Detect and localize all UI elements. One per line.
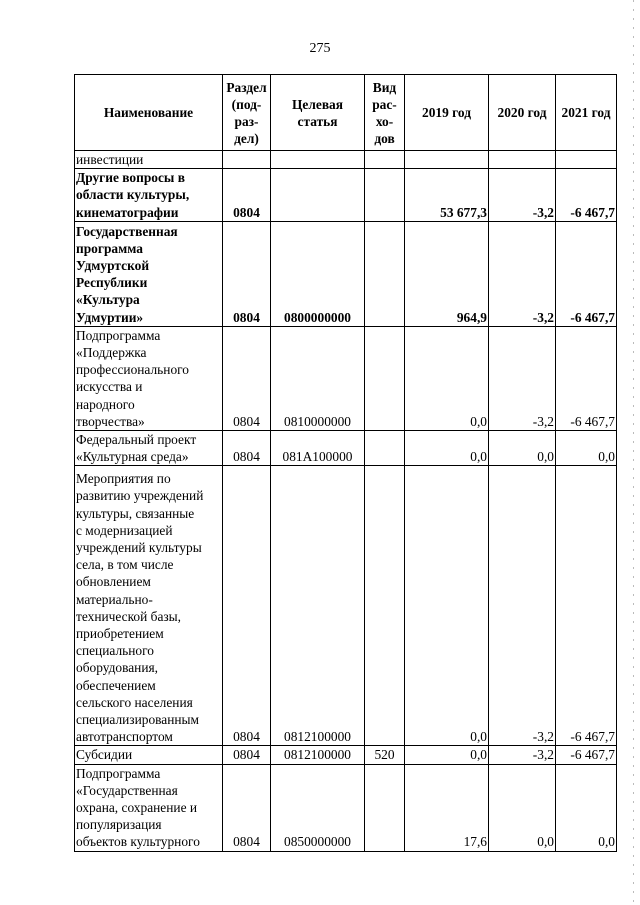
header-row xyxy=(75,75,617,151)
cell-name-line: искусства и xyxy=(76,379,143,395)
cell-name-line: объектов культурного xyxy=(76,834,200,850)
header-article xyxy=(271,75,365,151)
cell-y2020: -3,2 xyxy=(489,221,556,326)
header-section-line: Раздел xyxy=(226,79,267,95)
budget-table xyxy=(74,74,617,852)
cell-name-line: творчества» xyxy=(76,413,145,429)
cell-article: 0812100000 xyxy=(271,746,365,764)
cell-y2020: -3,2 xyxy=(489,746,556,764)
header-type-line: хо- xyxy=(375,113,394,129)
table-row xyxy=(75,431,617,466)
cell-y2020: -3,2 xyxy=(489,169,556,222)
cell-article xyxy=(271,151,365,169)
cell-name xyxy=(75,746,223,764)
cell-name-line: «Поддержка xyxy=(76,345,147,361)
header-article-line: Целевая xyxy=(292,96,343,112)
cell-name-line: кинематографии xyxy=(76,204,179,220)
cell-name-line: сельского населения xyxy=(76,694,193,710)
header-2020: 2020 год xyxy=(489,75,556,151)
cell-type: 520 xyxy=(365,746,405,764)
cell-name-line: специального xyxy=(76,643,154,659)
cell-name-line: Федеральный проект xyxy=(76,432,197,448)
cell-section: 0804 xyxy=(223,431,271,466)
cell-name xyxy=(75,764,223,851)
cell-name-line: приобретением xyxy=(76,626,164,642)
cell-name-line: профессионального xyxy=(76,362,189,378)
table-row xyxy=(75,169,617,222)
cell-name-line: обновлением xyxy=(76,574,151,590)
cell-name-line: села, в том числе xyxy=(76,557,174,573)
scan-edge-artifact xyxy=(633,0,634,905)
cell-name-line: народного xyxy=(76,396,135,412)
cell-y2020: 0,0 xyxy=(489,764,556,851)
cell-y2021: -6 467,7 xyxy=(556,326,617,430)
cell-name xyxy=(75,169,223,222)
table-row xyxy=(75,221,617,326)
cell-name xyxy=(75,151,223,169)
cell-type xyxy=(365,169,405,222)
cell-name-line: охрана, сохранение и xyxy=(76,800,198,816)
cell-y2019: 0,0 xyxy=(405,431,489,466)
cell-name xyxy=(75,431,223,466)
cell-section: 0804 xyxy=(223,466,271,746)
cell-name-line: Республики xyxy=(76,275,148,291)
cell-article: 0850000000 xyxy=(271,764,365,851)
cell-name-line: Субсидии xyxy=(76,747,133,763)
cell-name-line: Подпрограмма xyxy=(76,327,161,343)
cell-y2021: 0,0 xyxy=(556,764,617,851)
cell-name-line: Мероприятия по xyxy=(76,471,171,487)
table-row xyxy=(75,151,617,169)
cell-y2021: -6 467,7 xyxy=(556,746,617,764)
table-row xyxy=(75,764,617,851)
table-row xyxy=(75,326,617,430)
cell-y2020: 0,0 xyxy=(489,431,556,466)
cell-article: 0800000000 xyxy=(271,221,365,326)
cell-name-line: Удмуртской xyxy=(76,258,150,273)
cell-name-line: с модернизацией xyxy=(76,522,173,538)
cell-y2019: 0,0 xyxy=(405,466,489,746)
cell-section: 0804 xyxy=(223,169,271,222)
cell-name xyxy=(75,326,223,430)
cell-name-line: развитию учреждений xyxy=(76,488,204,504)
cell-article: 081A100000 xyxy=(271,431,365,466)
cell-type xyxy=(365,764,405,851)
cell-y2020: -3,2 xyxy=(489,466,556,746)
cell-type xyxy=(365,326,405,430)
table-row xyxy=(75,466,617,746)
header-name: Наименование xyxy=(75,75,223,151)
cell-section xyxy=(223,151,271,169)
cell-name-line: «Культурная среда» xyxy=(76,449,189,465)
cell-y2021: -6 467,7 xyxy=(556,221,617,326)
cell-name-line: популяризация xyxy=(76,817,162,833)
header-type-line: дов xyxy=(374,130,395,146)
cell-name-line: технической базы, xyxy=(76,608,182,624)
cell-name-line: Подпрограмма xyxy=(76,765,161,781)
cell-name-line: «Культура xyxy=(76,292,140,308)
cell-name-line: материально- xyxy=(76,591,153,607)
cell-name-line: области культуры, xyxy=(76,187,190,203)
cell-y2019: 0,0 xyxy=(405,746,489,764)
cell-type xyxy=(365,151,405,169)
cell-section: 0804 xyxy=(223,746,271,764)
cell-section: 0804 xyxy=(223,326,271,430)
cell-y2019: 0,0 xyxy=(405,326,489,430)
cell-type xyxy=(365,221,405,326)
header-section-line: раз- xyxy=(234,113,259,129)
cell-y2021: -6 467,7 xyxy=(556,466,617,746)
header-2019: 2019 год xyxy=(405,75,489,151)
cell-name-line: автотранспортом xyxy=(76,729,173,745)
table-body xyxy=(75,151,617,852)
cell-name-line: учреждений культуры xyxy=(76,540,202,555)
cell-y2021: -6 467,7 xyxy=(556,169,617,222)
cell-y2020 xyxy=(489,151,556,169)
cell-name-line: Государственная xyxy=(76,223,178,239)
page-number: 275 xyxy=(309,41,331,56)
cell-y2021 xyxy=(556,151,617,169)
cell-name-line: обеспечением xyxy=(76,677,156,693)
header-section-line: (под- xyxy=(231,96,262,112)
cell-article: 0812100000 xyxy=(271,466,365,746)
header-type-line: Вид xyxy=(372,79,397,95)
header-type xyxy=(365,75,405,151)
cell-name-line: программа xyxy=(76,240,143,256)
cell-name-line: Удмуртии» xyxy=(76,309,144,325)
header-type-line: рас- xyxy=(372,96,397,112)
cell-y2019: 53 677,3 xyxy=(405,169,489,222)
header-2021: 2021 год xyxy=(556,75,617,151)
header-section-line: дел) xyxy=(234,130,259,146)
cell-y2020: -3,2 xyxy=(489,326,556,430)
cell-name-line: «Государственная xyxy=(76,782,178,798)
cell-name-line: инвестиции xyxy=(76,152,144,167)
cell-name-line: оборудования, xyxy=(76,660,159,676)
cell-name-line: специализированным xyxy=(76,712,200,728)
table-row xyxy=(75,746,617,764)
cell-name-line: Другие вопросы в xyxy=(76,170,185,186)
cell-name-line: культуры, связанные xyxy=(76,505,195,521)
cell-y2021: 0,0 xyxy=(556,431,617,466)
cell-type xyxy=(365,431,405,466)
cell-article: 0810000000 xyxy=(271,326,365,430)
cell-section: 0804 xyxy=(223,764,271,851)
cell-type xyxy=(365,466,405,746)
cell-y2019 xyxy=(405,151,489,169)
cell-name xyxy=(75,221,223,326)
header-section xyxy=(223,75,271,151)
cell-article xyxy=(271,169,365,222)
cell-y2019: 964,9 xyxy=(405,221,489,326)
cell-name xyxy=(75,466,223,746)
cell-section: 0804 xyxy=(223,221,271,326)
cell-y2019: 17,6 xyxy=(405,764,489,851)
header-article-line: статья xyxy=(297,113,338,129)
